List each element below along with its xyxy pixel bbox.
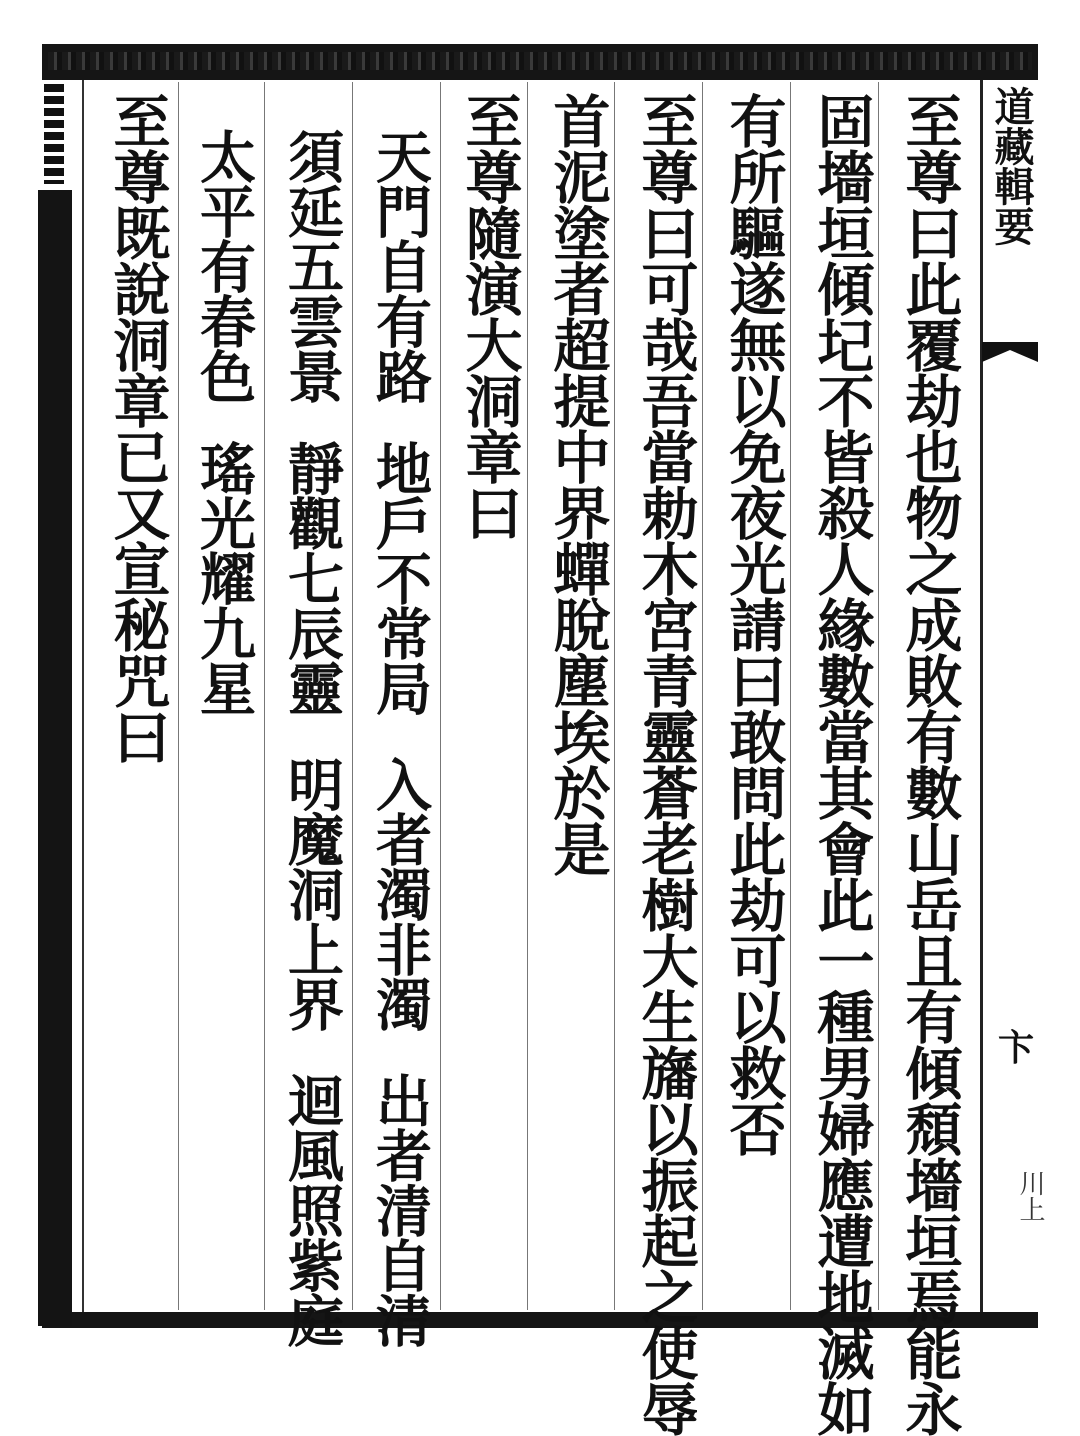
column-rule — [352, 82, 353, 1310]
folio-number: 卞 — [998, 1027, 1035, 1069]
column-rule — [178, 82, 179, 1310]
verse-line: 出者清自清 — [367, 1072, 433, 1347]
column-rule — [527, 82, 528, 1310]
column-rule — [614, 82, 615, 1310]
fish-tail-mark — [982, 342, 1038, 362]
column-rule — [264, 82, 265, 1310]
inner-frame-right-line — [980, 80, 983, 1312]
text-column-10: 至尊既說洞章已又宣秘咒曰 — [104, 92, 171, 764]
verse-line: 天門自有路 — [367, 128, 433, 403]
text-column-2: 固墻垣傾圮不皆殺人緣數當其會此一種男婦應遭地滅如 — [808, 92, 875, 1436]
side-note: 川上 — [1015, 1170, 1045, 1222]
column-rule — [440, 82, 441, 1310]
verse-line: 明魔洞上界 — [279, 756, 345, 1031]
verse-line: 靜觀七辰靈 — [279, 440, 345, 715]
text-column-1: 至尊曰此覆劫也物之成敗有數山岳且有傾頹墻垣焉能永 — [896, 92, 963, 1436]
text-column-3: 有所驅遂無以免夜光請曰敢問此劫可以救否 — [720, 92, 787, 1156]
verse-line: 須延五雲景 — [279, 128, 345, 403]
column-rule — [702, 82, 703, 1310]
column-rule — [790, 82, 791, 1310]
top-border-texture — [48, 52, 1032, 70]
verse-line: 入者濁非濁 — [367, 756, 433, 1031]
inner-frame-left-line — [82, 80, 84, 1312]
verse-line: 迴風照紫庭 — [279, 1072, 345, 1347]
text-column-4: 至尊曰可哉吾當勅木宮青靈蒼老樹大生旛以振起之使辱 — [632, 92, 699, 1436]
verse-line: 地戶不常局 — [367, 440, 433, 715]
text-column-6: 至尊隨演大洞章曰 — [456, 92, 523, 540]
left-border-top — [44, 84, 64, 184]
book-title: 道藏輯要 — [988, 86, 1035, 246]
verse-line: 太平有春色 — [191, 128, 257, 403]
text-column-5: 首泥塗者超提中界蟬脫塵埃於是 — [544, 92, 611, 876]
verse-line: 瑤光耀九星 — [191, 440, 257, 715]
left-border — [38, 190, 72, 1326]
column-rule — [878, 82, 879, 1310]
bottom-border — [42, 1312, 1038, 1328]
